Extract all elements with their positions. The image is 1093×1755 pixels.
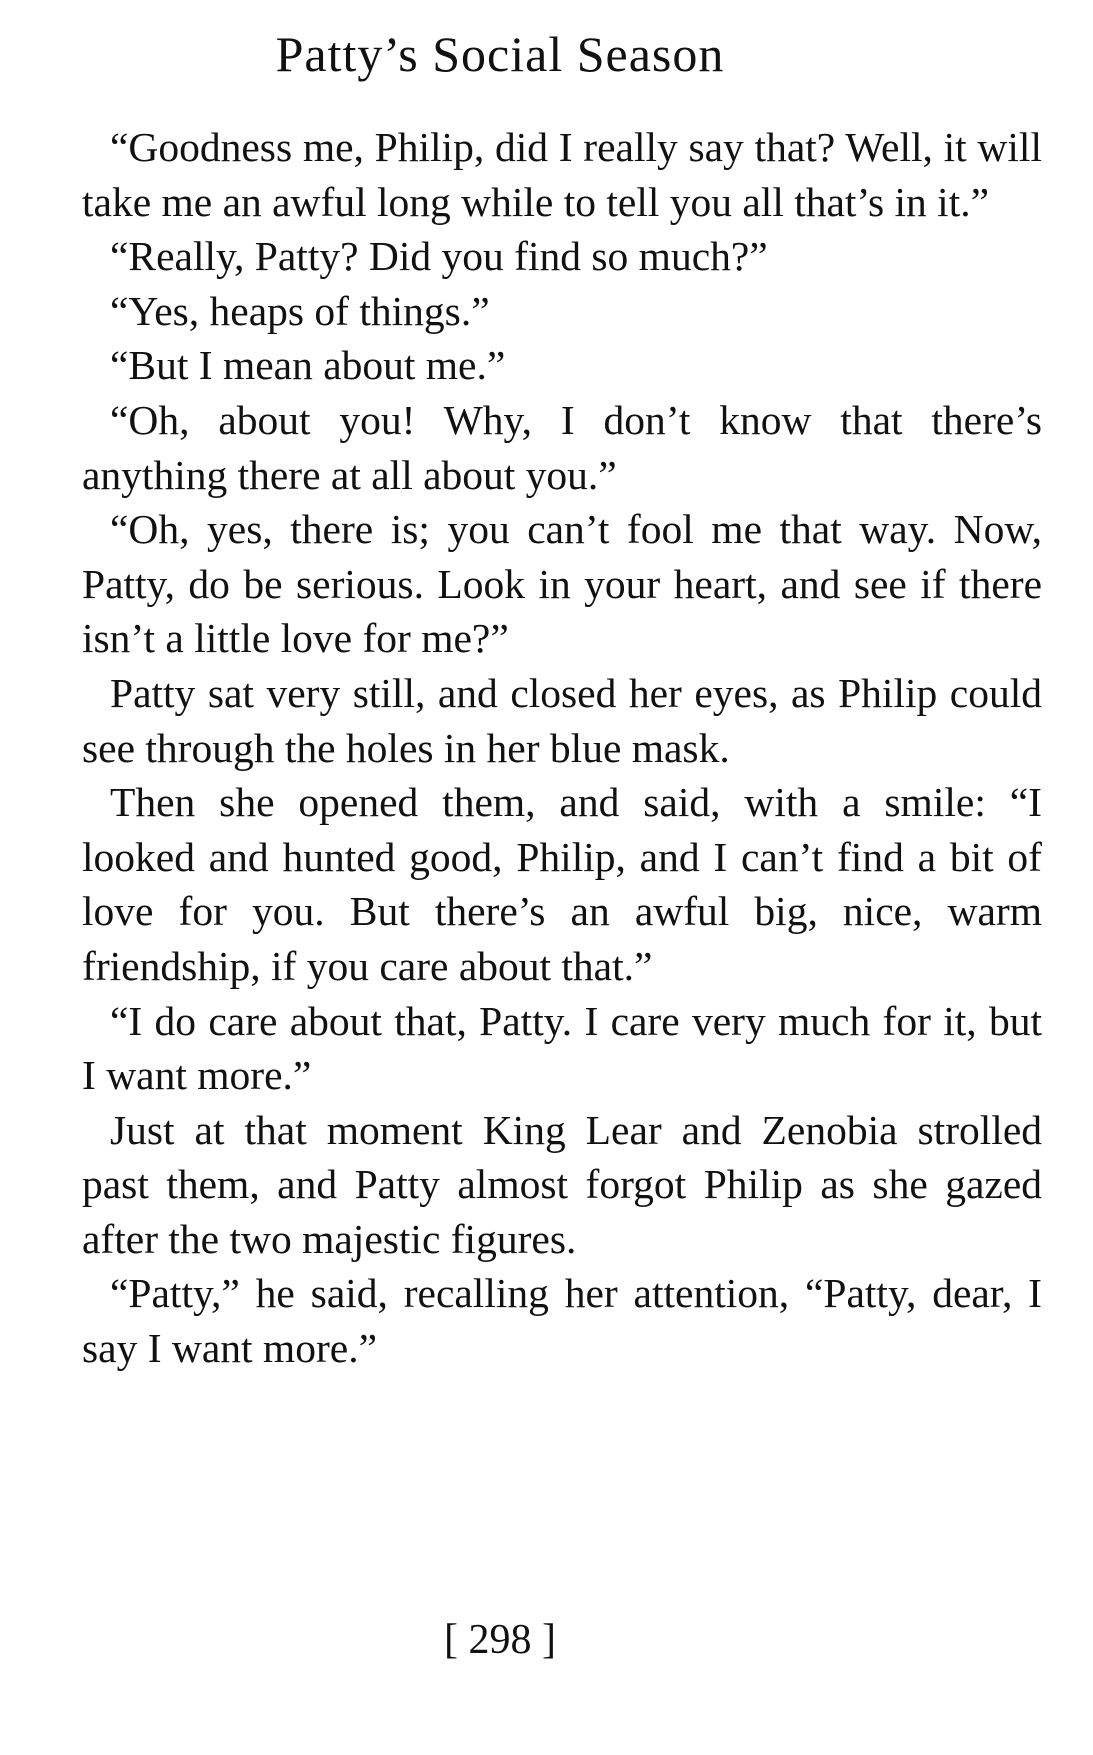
paragraph: “Patty,” he said, recalling her attention, “Patty, dear, I say I want more.” — [82, 1270, 1042, 1372]
paragraph: “Really, Patty? Did you find so much?” — [110, 233, 768, 280]
paragraph: “Yes, heaps of things.” — [110, 287, 490, 334]
paragraph: “Oh, about you! Why, I don’t know that there’s anything there at all about you.” — [82, 396, 1042, 498]
paragraph: “I do care about that, Patty. I care very much for it, but I want more.” — [82, 997, 1042, 1099]
paragraph: “But I mean about me.” — [110, 342, 506, 389]
paragraph: Just at that moment King Lear and Zenobia strolled past them, and Patty almost forgot Philip as she gazed after the two majestic figures. — [82, 1106, 1042, 1262]
page-number: [ 298 ] — [444, 1617, 556, 1663]
paragraph: “Oh, yes, there is; you can’t fool me that way. Now, Patty, do be serious. Look in your heart, and see if there isn’t a little love for me?” — [82, 506, 1042, 662]
paragraph: Then she opened them, and said, with a smile: “I looked and hunted good, Philip, and I can’t find a bit of love for you. But there’s an awful big, nice, warm friendship, if you care about that.” — [82, 779, 1042, 989]
body-text — [82, 120, 1042, 1376]
paragraph: “Goodness me, Philip, did I really say that? Well, it will take me an awful long while to tell you all that’s in it.” — [82, 124, 1042, 225]
paragraph: Patty sat very still, and closed her eyes, as Philip could see through the holes in her blue mask. — [82, 669, 1042, 771]
running-title: Patty’s Social Season — [275, 26, 725, 82]
